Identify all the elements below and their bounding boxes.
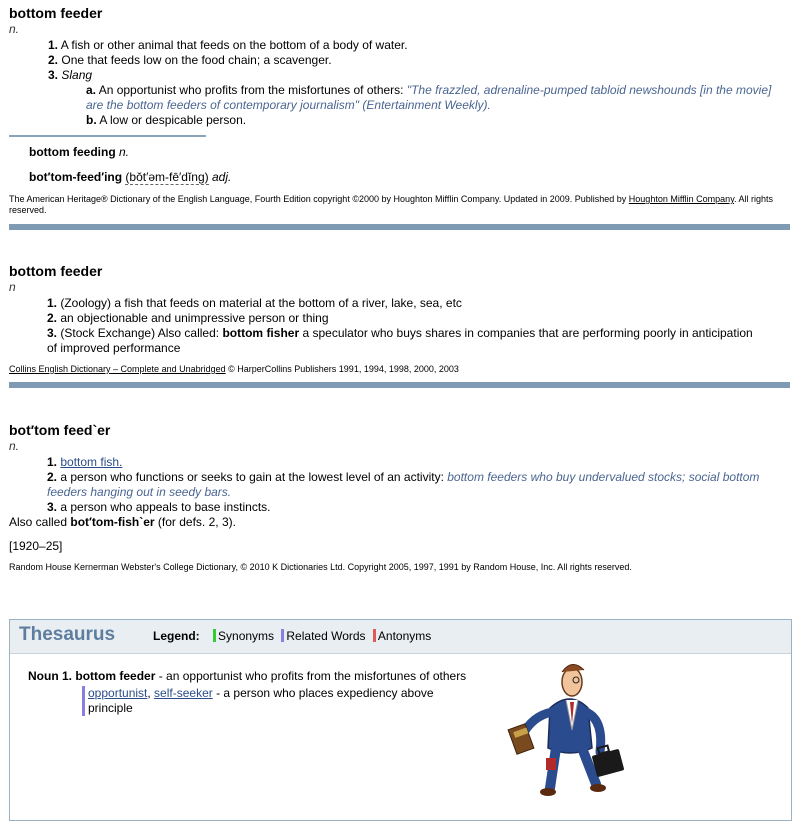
thesaurus-panel [9, 619, 792, 821]
sense-1: 1. A fish or other animal that feeds on the bottom of a body of water. [48, 38, 408, 52]
link-opportunist[interactable]: opportunist [88, 686, 148, 700]
headword: bottom feeder [9, 263, 103, 279]
also-called: Also called bot′tom-fish`er (for defs. 2, 3). [9, 515, 236, 529]
legend-label: Legend: [153, 629, 200, 643]
derived-2: bot′tom-feed′ing (bŏt′əm-fē′dĭng) adj. [29, 170, 232, 184]
entry-american-heritage [9, 5, 789, 127]
sense-2: 2. One that feeds low on the food chain; a scavenger. [48, 53, 332, 67]
sense-3: 3. (Stock Exchange) Also called: bottom fisher a speculator who buys shares in companies that are performing poorly in anticipation of improved performance [47, 326, 753, 355]
sense-2: 2. an objectionable and unimpressive person or thing [47, 311, 329, 325]
source-link-houghton[interactable]: Houghton Mifflin Company [628, 194, 735, 204]
pronunciation: (bŏt′əm-fē′dĭng) [125, 170, 209, 184]
date-note: [1920–25] [9, 539, 63, 553]
divider-bar-1 [9, 224, 790, 230]
sense-1: 1. (Zoology) a fish that feeds on material at the bottom of a river, lake, sea, etc [47, 296, 462, 310]
link-bottom-fish[interactable]: bottom fish. [60, 455, 123, 469]
source-ahd: The American Heritage® Dictionary of the English Language, Fourth Edition copyright ©2000 by Houghton Mifflin Company. Updated in 2009. Published by Houghton Mifflin Company. All rights reserved. [9, 194, 774, 215]
headword: bottom feeder [9, 5, 103, 21]
sense-1: 1. bottom fish. [47, 455, 123, 469]
example-quote: "The frazzled, adrenaline-pumped tabloid newshounds [in the movie] are the bottom feeders of contemporary journalism" (Entertainment Weekly). [86, 83, 772, 112]
part-of-speech: n. [9, 439, 20, 453]
part-of-speech: n [9, 280, 16, 294]
source-link-collins[interactable]: Collins English Dictionary – Complete and Unabridged [9, 364, 226, 374]
sense-3: 3. a person who appeals to base instincts. [47, 500, 271, 514]
entry-random-house [9, 422, 789, 553]
derived-1: bottom feeding n. [29, 145, 130, 159]
related-swatch [281, 629, 284, 642]
sub-sense-b: b. A low or despicable person. [86, 113, 247, 127]
legend-synonyms: Synonyms [218, 629, 275, 643]
businessman-illustration [490, 660, 630, 810]
sub-sense-a: a. An opportunist who profits from the misfortunes of others: "The frazzled, adrenaline-pumped tabloid newshounds [in the movie] are the bottom feeders of contemporary journalism" (Entertainment Weekly). [86, 83, 772, 112]
entry-collins [9, 263, 789, 355]
sense-2: 2. a person who functions or seeks to gain at the lowest level of an activity: bottom feeders who buy undervalued stocks; social bottom feeders hanging out in seedy bars. [47, 470, 760, 499]
link-self-seeker[interactable]: self-seeker [154, 686, 213, 700]
sense-3: 3. Slang [48, 68, 93, 82]
legend-antonyms: Antonyms [377, 629, 432, 643]
legend-related: Related Words [286, 629, 366, 643]
divider-thin [9, 135, 206, 137]
related-words-block: opportunist, self-seeker - a person who places expediency above principle [82, 686, 478, 716]
synonyms-swatch [213, 629, 216, 642]
thesaurus-header [10, 620, 791, 654]
source-collins: Collins English Dictionary – Complete and Unabridged © HarperCollins Publishers 1991, 1994, 1998, 2000, 2003 [9, 364, 459, 374]
source-random-house: Random House Kernerman Webster's College Dictionary, © 2010 K Dictionaries Ltd. Copyright 2005, 1997, 1991 by Random House, Inc. All rights reserved. [9, 562, 632, 572]
noun-sense: Noun 1. bottom feeder - an opportunist who profits from the misfortunes of others [28, 669, 467, 683]
part-of-speech: n. [9, 22, 20, 36]
thesaurus-title: Thesaurus [19, 624, 116, 645]
antonyms-swatch [373, 629, 376, 642]
noun-word: bottom feeder [75, 669, 156, 683]
headword: bot′tom feed`er [9, 422, 111, 438]
legend [153, 629, 431, 643]
derived-forms [29, 145, 769, 184]
divider-bar-2 [9, 382, 790, 388]
example-text: bottom feeders who buy undervalued stocks; social bottom feeders hanging out in seedy bars. [47, 470, 760, 499]
